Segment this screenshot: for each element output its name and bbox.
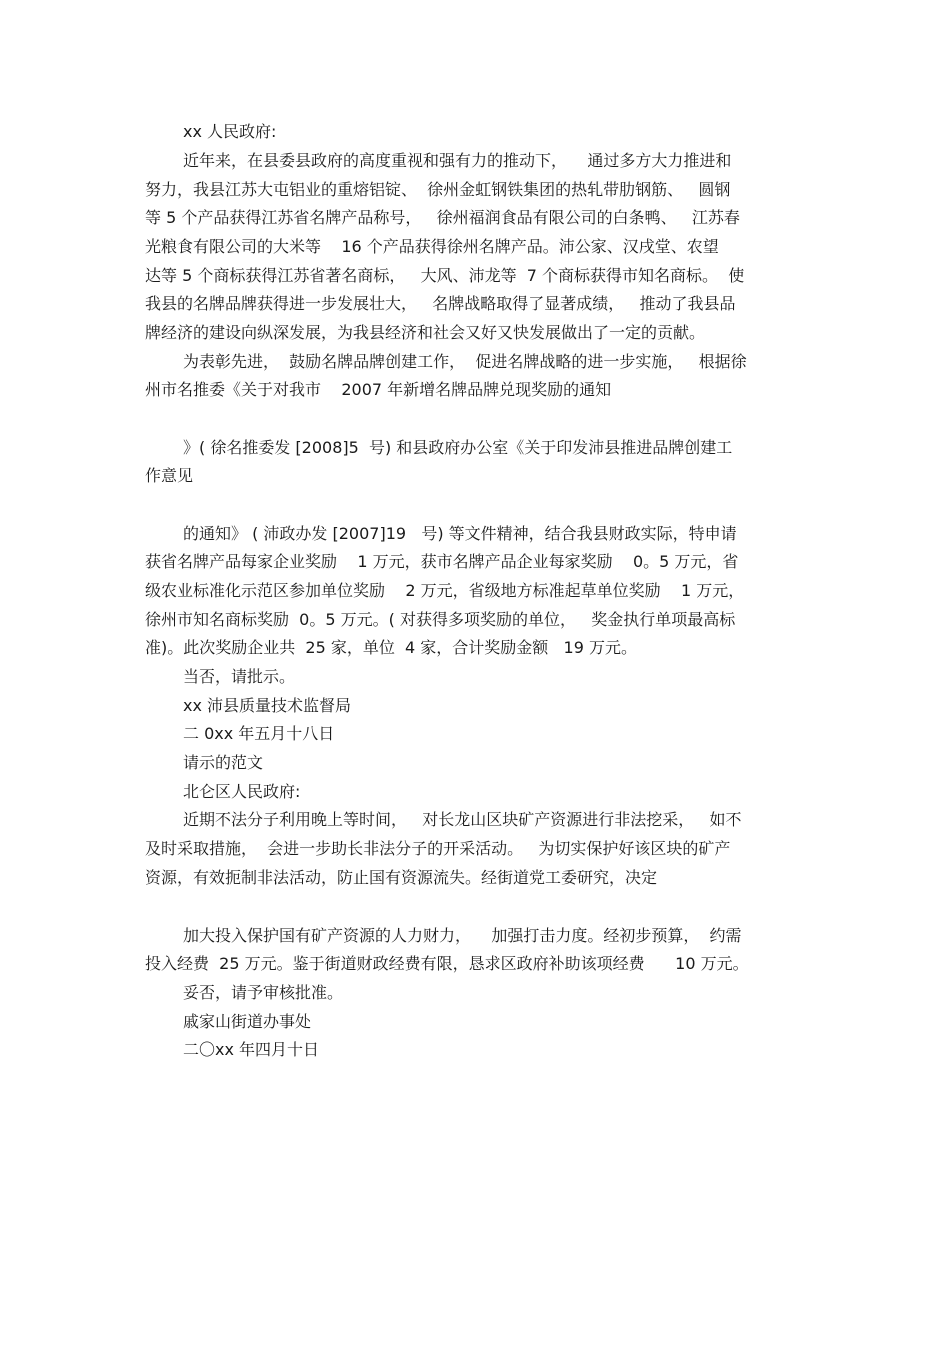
text-line: 达等 5 个商标获得江苏省著名商标， 大风、沛龙等 7 个商标获得市知名商标。 使 [145,266,745,285]
text-line: 为表彰先进， 鼓励名牌品牌创建工作， 促进名牌战略的进一步实施， 根据徐 [183,352,747,371]
text-line: 徐州市知名商标奖励 0。5 万元。( 对获得多项奖励的单位， 奖金执行单项最高标 [145,610,736,629]
text-line: 近年来，在县委县政府的高度重视和强有力的推动下， 通过多方大力推进和 [183,151,732,170]
signature-org: xx 沛县质量技术监督局 [183,696,352,715]
signature-date: 二 0xx 年五月十八日 [183,724,335,743]
salutation: 北仑区人民政府: [183,782,301,801]
signature-date: 二〇xx 年四月十日 [183,1040,320,1059]
text-line: 加大投入保护国有矿产资源的人力财力， 加强打击力度。经初步预算， 约需 [183,926,742,945]
text-line: 投入经费 25 万元。鉴于街道财政经费有限，恳求区政府补助该项经费 10 万元。 [145,954,749,973]
text-line: 近期不法分子利用晚上等时间， 对长龙山区块矿产资源进行非法挖采， 如不 [183,810,742,829]
text-line: 及时采取措施， 会进一步助长非法分子的开采活动。 为切实保护好该区块的矿产 [145,839,731,858]
text-line: 获省名牌产品每家企业奖励 1 万元，获市名牌产品企业每家奖励 0。5 万元，省 [145,552,739,571]
text-line: 光粮食有限公司的大米等 16 个产品获得徐州名牌产品。沛公家、汉戌堂、农望 [145,237,719,256]
text-line: 牌经济的建设向纵深发展，为我县经济和社会又好又快发展做出了一定的贡献。 [145,323,706,342]
text-line: 州市名推委《关于对我市 2007 年新增名牌品牌兑现奖励的通知 [145,380,612,399]
text-line: 作意见 [145,466,194,485]
text-line: 》( 徐名推委发 [2008]5 号) 和县政府办公室《关于印发沛县推进品牌创建工 [183,438,733,457]
closing-line: 妥否，请予审核批准。 [183,983,344,1002]
text-line: 准)。此次奖励企业共 25 家，单位 4 家，合计奖励金额 19 万元。 [145,638,638,657]
signature-org: 戚家山街道办事处 [183,1012,312,1031]
text-line: 的通知》 ( 沛政办发 [2007]19 号) 等文件精神，结合我县财政实际，特申请 [183,524,737,543]
text-line: 等 5 个产品获得江苏省名牌产品称号， 徐州福润食品有限公司的白条鸭、 江苏春 [145,208,740,227]
text-line: 我县的名牌品牌获得进一步发展壮大， 名牌战略取得了显著成绩， 推动了我县品 [145,294,736,313]
text-line: 级农业标准化示范区参加单位奖励 2 万元，省级地方标准起草单位奖励 1 万元， [145,581,745,600]
salutation: xx 人民政府: [183,122,277,141]
closing-line: 当否，请批示。 [183,667,296,686]
text-line: 努力，我县江苏大屯铝业的重熔铝锭、 徐州金虹钢铁集团的热轧带肋钢筋、 圆钢 [145,180,731,199]
section-title: 请示的范文 [183,753,264,772]
text-line: 资源，有效扼制非法活动，防止国有资源流失。经街道党工委研究，决定 [145,868,658,887]
